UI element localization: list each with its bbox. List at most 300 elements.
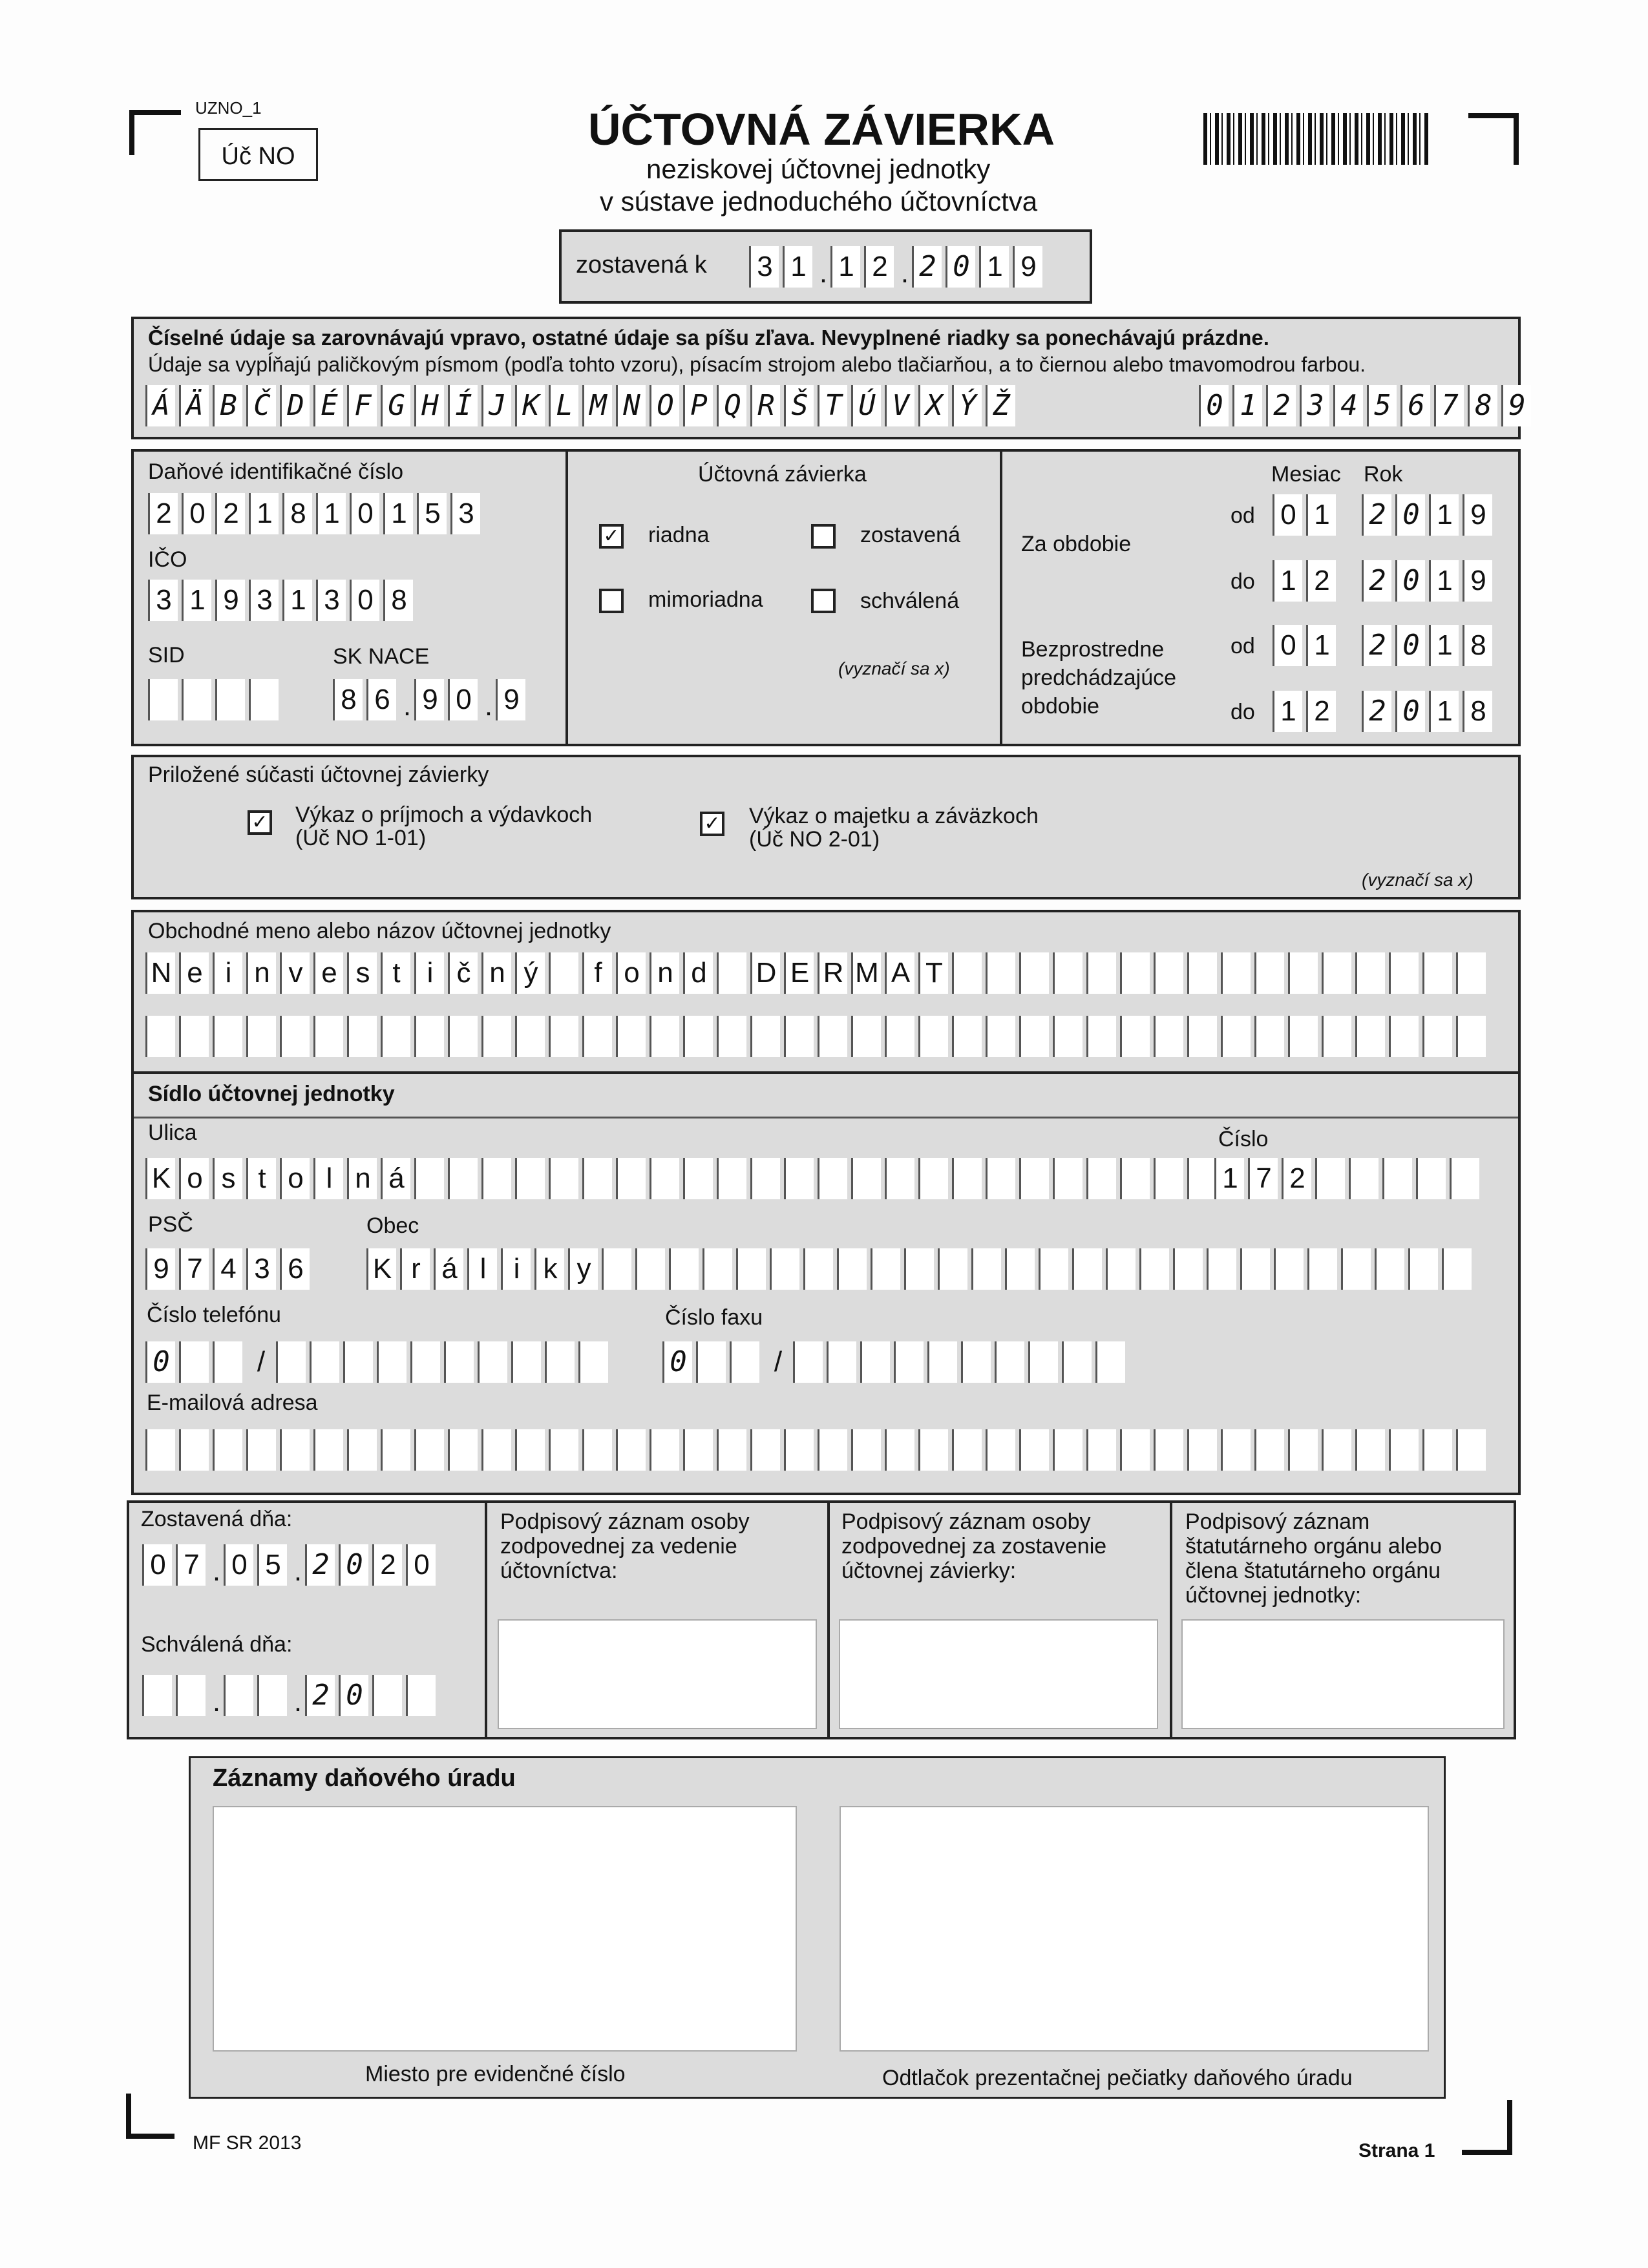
name-cell (1288, 1016, 1318, 1057)
registration-number-caption: Miesto pre evidenčné číslo (365, 2062, 626, 2086)
city-cell (1005, 1248, 1035, 1290)
street-cell (515, 1158, 545, 1199)
fax-cell (927, 1341, 957, 1383)
month-cell: 2 (1306, 560, 1336, 602)
signature-statutory-box[interactable] (1181, 1619, 1505, 1729)
nace-separator: . (484, 690, 493, 722)
city-cell (1240, 1248, 1270, 1290)
number-field[interactable] (1214, 1158, 1483, 1199)
signature-compiler-box[interactable] (839, 1619, 1158, 1729)
compiled-on-field[interactable] (142, 1544, 439, 1586)
street-cell (549, 1158, 578, 1199)
street-cell (784, 1158, 814, 1199)
current-to-year[interactable] (1362, 560, 1496, 602)
date-cell (176, 1675, 206, 1716)
previous-to-label: do (1231, 700, 1255, 724)
name-cell (280, 1016, 310, 1057)
street-cell (1053, 1158, 1083, 1199)
corner-mark-bl-h (126, 2134, 174, 2139)
email-cell (717, 1429, 746, 1471)
street-cell: t (246, 1158, 276, 1199)
fax-cell (860, 1341, 890, 1383)
sample-cell: Č (246, 385, 276, 426)
sample-cell: D (280, 385, 310, 426)
email-cell (1187, 1429, 1217, 1471)
date-cell: 2 (305, 1675, 335, 1716)
name-cell (549, 1016, 578, 1057)
email-cell (986, 1429, 1015, 1471)
city-cell (635, 1248, 665, 1290)
dic-cell: 1 (383, 493, 413, 534)
date-cell: 7 (176, 1544, 206, 1586)
page-subtitle-1: neziskovej účtovnej jednotky (646, 154, 991, 184)
current-to-month[interactable] (1273, 560, 1340, 602)
name-cell (952, 1016, 982, 1057)
name-cell (1154, 1016, 1183, 1057)
email-cell (213, 1429, 242, 1471)
name-cell: T (918, 952, 948, 994)
fax-separator: / (774, 1346, 783, 1378)
previous-from-year[interactable] (1362, 625, 1496, 666)
sample-cell: 4 (1333, 385, 1363, 426)
email-cell (818, 1429, 847, 1471)
email-cell (750, 1429, 780, 1471)
entity-section (131, 910, 1521, 1495)
street-cell: n (347, 1158, 377, 1199)
dic-cell: 1 (249, 493, 279, 534)
month-label: Mesiac (1271, 462, 1341, 487)
name-cell (717, 1016, 746, 1057)
city-cell (736, 1248, 766, 1290)
instructions-box (131, 317, 1526, 439)
form-code: UZNO_1 (195, 98, 262, 118)
street-cell (1120, 1158, 1150, 1199)
number-cell (1349, 1158, 1379, 1199)
sid-field[interactable] (148, 679, 282, 720)
city-field[interactable] (366, 1248, 1475, 1290)
date-cell (406, 1675, 436, 1716)
divider (827, 1503, 830, 1737)
number-label: Číslo (1218, 1127, 1269, 1151)
sample-cell: Á (145, 385, 175, 426)
city-cell (1039, 1248, 1068, 1290)
compiled-date-box (559, 229, 1092, 304)
name-cell (750, 1016, 780, 1057)
dic-label: Daňové identifikačné číslo (148, 459, 404, 484)
email-cell (1254, 1429, 1284, 1471)
checkbox-mimoriadna[interactable] (599, 589, 624, 613)
sample-cell: H (414, 385, 444, 426)
fax-cell (696, 1341, 726, 1383)
email-cell (650, 1429, 679, 1471)
email-cell (515, 1429, 545, 1471)
divider (565, 452, 568, 744)
date-cell: 2 (912, 246, 942, 288)
city-cell: r (400, 1248, 430, 1290)
fax-cell (730, 1341, 759, 1383)
street-cell (1019, 1158, 1049, 1199)
nace-cell: 9 (414, 679, 444, 720)
statement-label: Účtovná závierka (698, 462, 867, 487)
name-cell (515, 1016, 545, 1057)
year-cell: 8 (1463, 625, 1492, 666)
city-cell (971, 1248, 1001, 1290)
fax-cell (961, 1341, 991, 1383)
name-cell (1053, 1016, 1083, 1057)
year-cell: 0 (1395, 691, 1425, 732)
sample-cell: Í (448, 385, 478, 426)
name-cell (784, 1016, 814, 1057)
email-cell (1355, 1429, 1385, 1471)
street-cell: á (381, 1158, 410, 1199)
street-cell (414, 1158, 444, 1199)
year-cell: 1 (1429, 691, 1459, 732)
divider (1170, 1503, 1172, 1737)
phone-cell (179, 1341, 209, 1383)
date-cell: 0 (339, 1544, 368, 1586)
dic-cell: 2 (215, 493, 245, 534)
fax-cell (1028, 1341, 1058, 1383)
year-cell: 2 (1362, 494, 1391, 536)
name-cell: n (650, 952, 679, 994)
seat-label: Sídlo účtovnej jednotky (148, 1082, 395, 1106)
instructions-line1: Číselné údaje sa zarovnávajú vpravo, ostatné údaje sa píšu zľava. Nevyplnené riadky sa ponechávajú prázdne. (148, 326, 1269, 350)
name-cell (683, 1016, 713, 1057)
street-cell: l (313, 1158, 343, 1199)
city-cell: l (467, 1248, 497, 1290)
year-cell: 2 (1362, 560, 1391, 602)
sample-cell: J (481, 385, 511, 426)
city-cell: k (534, 1248, 564, 1290)
email-cell (414, 1429, 444, 1471)
fax-label: Číslo faxu (665, 1305, 763, 1330)
date-cell: 9 (1013, 246, 1042, 288)
registration-number-box[interactable] (213, 1806, 797, 2052)
sid-cell (148, 679, 178, 720)
psc-label: PSČ (148, 1212, 193, 1237)
dic-cell: 8 (282, 493, 312, 534)
sample-cell: 3 (1300, 385, 1329, 426)
city-cell (1173, 1248, 1203, 1290)
attachments-label: Priložené súčasti účtovnej závierky (148, 762, 489, 787)
current-from-label: od (1231, 503, 1255, 528)
dic-field[interactable] (148, 493, 484, 534)
name-cell: i (414, 952, 444, 994)
email-cell (952, 1429, 982, 1471)
name-cell: ý (515, 952, 545, 994)
checkbox-income-statement[interactable]: ✓ (248, 810, 272, 835)
entity-name-label: Obchodné meno alebo názov účtovnej jednotky (148, 919, 611, 943)
sid-cell (249, 679, 279, 720)
nace-label: SK NACE (333, 644, 430, 669)
name-cell: e (179, 952, 209, 994)
year-cell: 2 (1362, 691, 1391, 732)
income-statement-label-1: Výkaz o príjmoch a výdavkoch (295, 803, 593, 827)
name-cell (1221, 1016, 1251, 1057)
city-cell (602, 1248, 631, 1290)
fax-cell (894, 1341, 924, 1383)
psc-cell: 9 (145, 1248, 175, 1290)
name-cell: o (616, 952, 646, 994)
city-cell (770, 1248, 799, 1290)
email-cell (683, 1429, 713, 1471)
dic-cell: 3 (450, 493, 480, 534)
email-cell (885, 1429, 914, 1471)
ico-cell: 9 (215, 580, 245, 621)
phone-cell (444, 1341, 474, 1383)
sample-cell: Ý (952, 385, 982, 426)
number-cell (1315, 1158, 1345, 1199)
tax-office-stamp-box[interactable] (840, 1806, 1429, 2052)
sample-cell: L (549, 385, 578, 426)
street-cell: o (280, 1158, 310, 1199)
sample-cell: O (650, 385, 679, 426)
street-cell (650, 1158, 679, 1199)
dic-cell: 2 (148, 493, 178, 534)
phone-field[interactable] (145, 1341, 612, 1383)
street-cell: s (213, 1158, 242, 1199)
checkbox-zostavena[interactable] (811, 524, 836, 549)
fax-cell (1095, 1341, 1125, 1383)
city-cell: K (366, 1248, 396, 1290)
month-cell: 1 (1306, 494, 1336, 536)
street-field[interactable] (145, 1158, 1221, 1199)
nace-cell: 9 (496, 679, 525, 720)
name-cell (1254, 952, 1284, 994)
name-cell (1422, 952, 1452, 994)
sample-cell: Ú (851, 385, 881, 426)
ico-cell: 1 (282, 580, 312, 621)
nace-field[interactable] (333, 679, 529, 720)
street-cell (717, 1158, 746, 1199)
year-cell: 1 (1429, 625, 1459, 666)
street-cell (986, 1158, 1015, 1199)
name-cell (1086, 1016, 1116, 1057)
corner-mark-tl-h (129, 110, 181, 115)
previous-to-year[interactable] (1362, 691, 1496, 732)
entity-name-row1[interactable] (145, 952, 1490, 994)
phone-separator: / (257, 1346, 266, 1378)
email-cell (1422, 1429, 1452, 1471)
name-cell: A (885, 952, 914, 994)
name-cell (1086, 952, 1116, 994)
number-cell (1382, 1158, 1412, 1199)
sample-cell: P (683, 385, 713, 426)
current-to-label: do (1231, 569, 1255, 594)
attachments-section (131, 755, 1521, 899)
current-from-year[interactable] (1362, 494, 1496, 536)
number-cell (1416, 1158, 1446, 1199)
phone-cell (545, 1341, 575, 1383)
sample-cell: Ä (179, 385, 209, 426)
name-cell (1422, 1016, 1452, 1057)
ico-cell: 0 (350, 580, 379, 621)
year-cell: 9 (1463, 494, 1492, 536)
email-cell (280, 1429, 310, 1471)
current-from-month[interactable] (1273, 494, 1340, 536)
sid-cell (182, 679, 211, 720)
name-cell (986, 952, 1015, 994)
corner-mark-tr (1514, 113, 1519, 165)
name-cell (414, 1016, 444, 1057)
name-cell (1389, 1016, 1419, 1057)
email-field[interactable] (145, 1429, 1490, 1471)
city-cell (669, 1248, 699, 1290)
name-cell (313, 1016, 343, 1057)
city-cell: á (434, 1248, 463, 1290)
attachments-note: (vyznačí sa x) (1362, 870, 1474, 890)
name-cell: e (313, 952, 343, 994)
name-cell (549, 952, 578, 994)
date-cell: 2 (305, 1544, 335, 1586)
year-cell: 9 (1463, 560, 1492, 602)
name-cell (582, 1016, 612, 1057)
name-cell: s (347, 952, 377, 994)
sample-cell: 8 (1468, 385, 1497, 426)
fax-cell: 0 (662, 1341, 692, 1383)
month-cell: 1 (1273, 691, 1302, 732)
email-cell (381, 1429, 410, 1471)
psc-cell: 3 (246, 1248, 276, 1290)
city-cell (904, 1248, 934, 1290)
approved-on-field[interactable] (142, 1675, 439, 1716)
fax-cell (793, 1341, 823, 1383)
year-cell: 0 (1395, 560, 1425, 602)
name-cell (1288, 952, 1318, 994)
signature-statutory-label: Podpisový záznam štatutárneho orgánu alebo člena štatutárneho orgánu účtovnej jednotky: (1185, 1509, 1442, 1608)
dic-cell: 5 (417, 493, 447, 534)
statement-note: (vyznačí sa x) (838, 658, 950, 678)
name-cell (1355, 1016, 1385, 1057)
compiled-date[interactable] (749, 246, 1046, 288)
name-cell (650, 1016, 679, 1057)
name-cell: M (851, 952, 881, 994)
month-cell: 2 (1306, 691, 1336, 732)
name-cell (1120, 1016, 1150, 1057)
name-cell: d (683, 952, 713, 994)
street-cell (616, 1158, 646, 1199)
email-cell (448, 1429, 478, 1471)
entity-name-row2[interactable] (145, 1016, 1490, 1057)
date-cell (257, 1675, 287, 1716)
name-cell (885, 1016, 914, 1057)
ico-cell: 1 (182, 580, 211, 621)
psc-field[interactable] (145, 1248, 313, 1290)
street-cell (952, 1158, 982, 1199)
ico-label: IČO (148, 547, 187, 572)
phone-cell (511, 1341, 541, 1383)
month-cell: 1 (1306, 625, 1336, 666)
name-cell (381, 1016, 410, 1057)
nace-cell: 8 (333, 679, 363, 720)
email-cell (313, 1429, 343, 1471)
year-cell: 1 (1429, 560, 1459, 602)
phone-cell (343, 1341, 373, 1383)
assets-statement-label-1: Výkaz o majetku a záväzkoch (749, 804, 1039, 828)
name-cell (1355, 952, 1385, 994)
divider (134, 1117, 1518, 1118)
city-cell (1442, 1248, 1472, 1290)
sample-cell: 9 (1501, 385, 1531, 426)
month-cell: 0 (1273, 625, 1302, 666)
city-cell (803, 1248, 833, 1290)
checkbox-riadna[interactable]: ✓ (599, 524, 624, 549)
email-cell (1221, 1429, 1251, 1471)
current-period-label: Za obdobie (1021, 532, 1132, 556)
name-cell (1019, 952, 1049, 994)
digit-sample (1199, 385, 1535, 426)
name-cell (1322, 952, 1351, 994)
signature-accounting-box[interactable] (498, 1619, 817, 1729)
page-subtitle-2: v sústave jednoduchého účtovníctva (600, 186, 1038, 216)
page-title: ÚČTOVNÁ ZÁVIERKA (588, 104, 1055, 154)
nace-cell: 0 (448, 679, 478, 720)
city-cell (1375, 1248, 1404, 1290)
email-cell (347, 1429, 377, 1471)
sid-label: SID (148, 643, 185, 667)
sample-cell: 0 (1199, 385, 1229, 426)
name-cell (179, 1016, 209, 1057)
name-cell (1254, 1016, 1284, 1057)
email-cell (246, 1429, 276, 1471)
dic-cell: 1 (316, 493, 346, 534)
email-cell (582, 1429, 612, 1471)
email-cell (1288, 1429, 1318, 1471)
city-cell (1408, 1248, 1438, 1290)
fax-field[interactable] (662, 1341, 1129, 1383)
checkbox-schvalena[interactable] (811, 589, 836, 613)
psc-cell: 6 (280, 1248, 310, 1290)
city-cell: i (501, 1248, 531, 1290)
phone-label: Číslo telefónu (147, 1303, 281, 1327)
name-cell (851, 1016, 881, 1057)
previous-to-month[interactable] (1273, 691, 1340, 732)
sample-cell: R (750, 385, 780, 426)
email-cell (1322, 1429, 1351, 1471)
email-cell (481, 1429, 511, 1471)
date-cell: 0 (945, 246, 975, 288)
city-cell (938, 1248, 967, 1290)
name-cell (347, 1016, 377, 1057)
checkbox-assets-statement[interactable]: ✓ (700, 812, 724, 836)
approved-on-label: Schválená dňa: (141, 1632, 293, 1657)
year-cell: 2 (1362, 625, 1391, 666)
ico-field[interactable] (148, 580, 417, 621)
name-cell: t (381, 952, 410, 994)
month-cell: 0 (1273, 494, 1302, 536)
name-cell (246, 1016, 276, 1057)
email-cell (1154, 1429, 1183, 1471)
corner-mark-br-h (1462, 2150, 1512, 2155)
psc-cell: 4 (213, 1248, 242, 1290)
date-cell: 3 (749, 246, 779, 288)
nace-separator: . (403, 690, 412, 722)
option-zostavena-label: zostavená (860, 523, 960, 547)
number-cell: 1 (1214, 1158, 1244, 1199)
option-riadna-label: riadna (648, 523, 710, 547)
compiled-label: zostavená k (576, 251, 707, 278)
name-cell: R (818, 952, 847, 994)
phone-cell (310, 1341, 339, 1383)
name-cell (481, 1016, 511, 1057)
page-number: Strana 1 (1358, 2140, 1435, 2161)
sample-cell: G (381, 385, 410, 426)
sample-cell: 7 (1434, 385, 1464, 426)
date-separator: . (293, 1686, 302, 1717)
name-cell (1187, 1016, 1217, 1057)
ico-cell: 8 (383, 580, 413, 621)
previous-from-month[interactable] (1273, 625, 1340, 666)
